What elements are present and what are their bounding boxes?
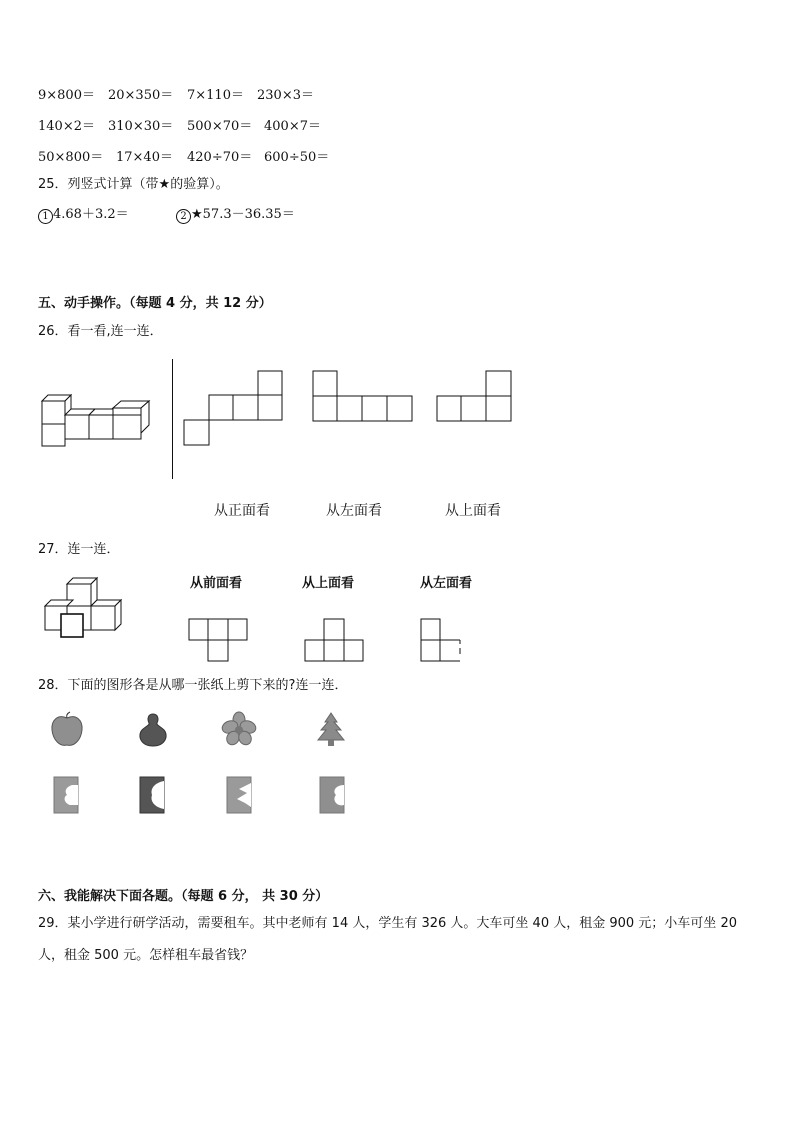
calc-item: 400×7＝ — [264, 119, 321, 134]
calc-item: 9×800＝ — [38, 88, 95, 103]
calc-item: 50×800＝ — [38, 150, 104, 165]
view-label-left: 从左面看 — [326, 503, 382, 519]
question-27-title: 27．连一连． — [38, 542, 120, 557]
view-label-front: 从正面看 — [214, 503, 270, 519]
paper-piece-2 — [138, 775, 166, 815]
gourd-shape — [138, 712, 168, 748]
view-label-top: 从上面看 — [445, 503, 501, 519]
question-28-title: 28．下面的图形各是从哪一张纸上剪下来的?连一连． — [38, 678, 348, 693]
view-label-front-27: 从前面看 — [190, 576, 243, 591]
paper-piece-3 — [225, 775, 253, 815]
paper-piece-4 — [318, 775, 346, 815]
view-option-2 — [312, 370, 414, 424]
calc-item: 500×70＝ — [187, 119, 253, 134]
circled-number: 1 — [38, 209, 53, 224]
circled-number: 2 — [176, 209, 191, 224]
question-25-item-2 — [176, 207, 295, 224]
apple-shape — [50, 712, 84, 748]
question-26-title: 26．看一看,连一连． — [38, 324, 163, 339]
calc-item: 140×2＝ — [38, 119, 95, 134]
view-shape-27-2 — [304, 618, 366, 662]
section-5-heading: 五、动手操作。（每题 4 分，共 12 分） — [38, 296, 272, 311]
paper-piece-1 — [52, 775, 80, 815]
view-label-top-27: 从上面看 — [302, 576, 355, 591]
view-label-left-27: 从左面看 — [420, 576, 473, 591]
calc-item: 310×30＝ — [108, 119, 174, 134]
cube-solid-figure-27 — [43, 576, 125, 638]
calc-item: 230×3＝ — [257, 88, 314, 103]
vertical-divider — [172, 359, 173, 479]
question-25-title: 25．列竖式计算（带★的验算）。 — [38, 177, 229, 192]
expression: 4.68＋3.2＝ — [53, 207, 129, 222]
calc-item: 600÷50＝ — [264, 150, 330, 165]
calc-item: 20×350＝ — [108, 88, 174, 103]
view-option-3 — [436, 370, 513, 424]
calc-item: 17×40＝ — [116, 150, 173, 165]
view-shape-27-3 — [420, 618, 464, 662]
question-25-item-1 — [38, 207, 129, 224]
question-29-line-1: 29．某小学进行研学活动，需要租车。其中老师有 14 人，学生有 326 人。大车可坐 40 人，租金 900 元；小车可坐 20 — [38, 916, 737, 931]
cube-solid-figure — [40, 395, 155, 450]
question-29-line-2: 人，租金 500 元。怎样租车最省钱？ — [38, 948, 254, 963]
view-option-1 — [183, 370, 283, 448]
flower-shape — [222, 712, 256, 746]
calc-item: 420÷70＝ — [187, 150, 253, 165]
tree-shape — [315, 712, 347, 748]
section-6-heading: 六、我能解决下面各题。（每题 6 分， 共 30 分） — [38, 889, 329, 904]
view-shape-27-1 — [188, 618, 250, 662]
calc-item: 7×110＝ — [187, 88, 244, 103]
expression: ★57.3－36.35＝ — [191, 207, 295, 222]
